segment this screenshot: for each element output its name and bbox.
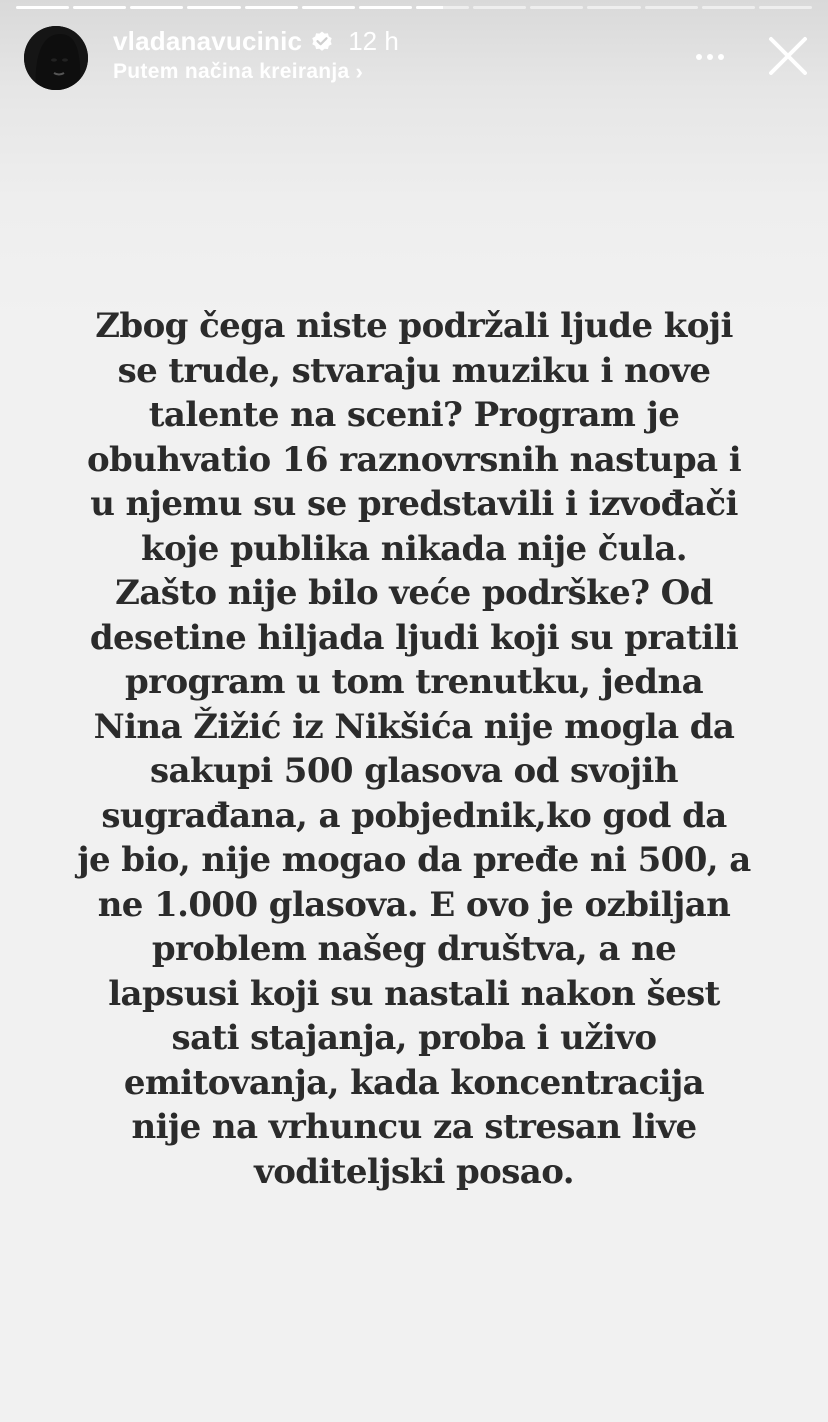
progress-segment xyxy=(759,6,812,9)
progress-segment xyxy=(416,6,469,9)
story-text-line: program u tom trenutku, jedna xyxy=(124,662,704,702)
progress-segment xyxy=(359,6,412,9)
story-text-line: u njemu su se predstavili i izvođači xyxy=(90,484,738,524)
story-text-line: obuhvatio 16 raznovrsnih nastupa i xyxy=(86,439,742,480)
story-text-line: Nina Žižić iz Nikšića nije mogla da xyxy=(93,706,735,747)
progress-segment-fill xyxy=(302,6,355,9)
avatar[interactable] xyxy=(24,26,88,90)
story-text-line: koje publika nikada nije čula. xyxy=(140,528,687,569)
progress-segment xyxy=(130,6,183,9)
story-text-line: Zbog čega niste podržali ljude koji xyxy=(95,306,733,346)
story-text-line: problem našeg društva, a ne xyxy=(151,929,677,969)
avatar-image xyxy=(24,26,88,90)
user-line xyxy=(113,26,399,57)
creation-mode-label: Putem načina kreiranja xyxy=(113,60,350,83)
close-icon xyxy=(766,34,810,78)
story-text-line: ne 1.000 glasova. E ovo je ozbiljan xyxy=(97,884,731,925)
story-text-line: lapsusi koji su nastali nakon šest xyxy=(108,973,720,1014)
creation-mode-link[interactable] xyxy=(113,60,363,84)
progress-segment-fill xyxy=(16,6,69,9)
more-horizontal-icon xyxy=(696,54,702,60)
story-text-line: sati stajanja, proba i uživo xyxy=(171,1018,657,1058)
more-horizontal-icon-dot xyxy=(707,54,713,60)
progress-segment xyxy=(73,6,126,9)
progress-segment xyxy=(187,6,240,9)
progress-segment-fill xyxy=(130,6,183,9)
progress-segment xyxy=(702,6,755,9)
story-text xyxy=(40,304,788,1194)
progress-segment-fill xyxy=(73,6,126,9)
progress-segment xyxy=(302,6,355,9)
username[interactable]: vladanavucinic xyxy=(113,26,303,56)
progress-segment xyxy=(645,6,698,9)
story-header xyxy=(24,24,814,90)
story-text-line: voditeljski posao. xyxy=(254,1151,574,1192)
chevron-right-icon: › xyxy=(355,59,363,84)
progress-segment-fill xyxy=(245,6,298,9)
progress-segment-fill xyxy=(359,6,412,9)
verified-badge-icon xyxy=(310,30,334,54)
story-text-line: sugrađana, a pobjednik,ko god da xyxy=(101,795,727,836)
more-horizontal-icon-dot xyxy=(718,54,724,60)
progress-segment xyxy=(587,6,640,9)
close-button[interactable] xyxy=(766,34,810,78)
story-text-line: je bio, nije mogao da pređe ni 500, a xyxy=(77,840,751,880)
story-text-line: Zašto nije bilo veće podrške? Od xyxy=(115,573,713,613)
progress-segment xyxy=(473,6,526,9)
progress-segment xyxy=(245,6,298,9)
story-text-line: emitovanja, kada koncentracija xyxy=(123,1062,705,1103)
progress-segment-fill xyxy=(416,6,443,9)
story-text-line: desetine hiljada ljudi koji su pratili xyxy=(89,617,739,658)
story-text-line: talente na sceni? Program je xyxy=(148,395,680,435)
story-progress-bar xyxy=(16,6,812,9)
progress-segment-fill xyxy=(187,6,240,9)
progress-segment xyxy=(530,6,583,9)
story-text-line: sakupi 500 glasova od svojih xyxy=(150,751,678,791)
more-options-button[interactable] xyxy=(690,42,730,72)
story-text-line: nije na vrhuncu za stresan live xyxy=(131,1107,697,1147)
progress-segment xyxy=(16,6,69,9)
story-text-line: se trude, stvaraju muziku i nove xyxy=(117,350,711,391)
post-time: 12 h xyxy=(348,26,399,56)
